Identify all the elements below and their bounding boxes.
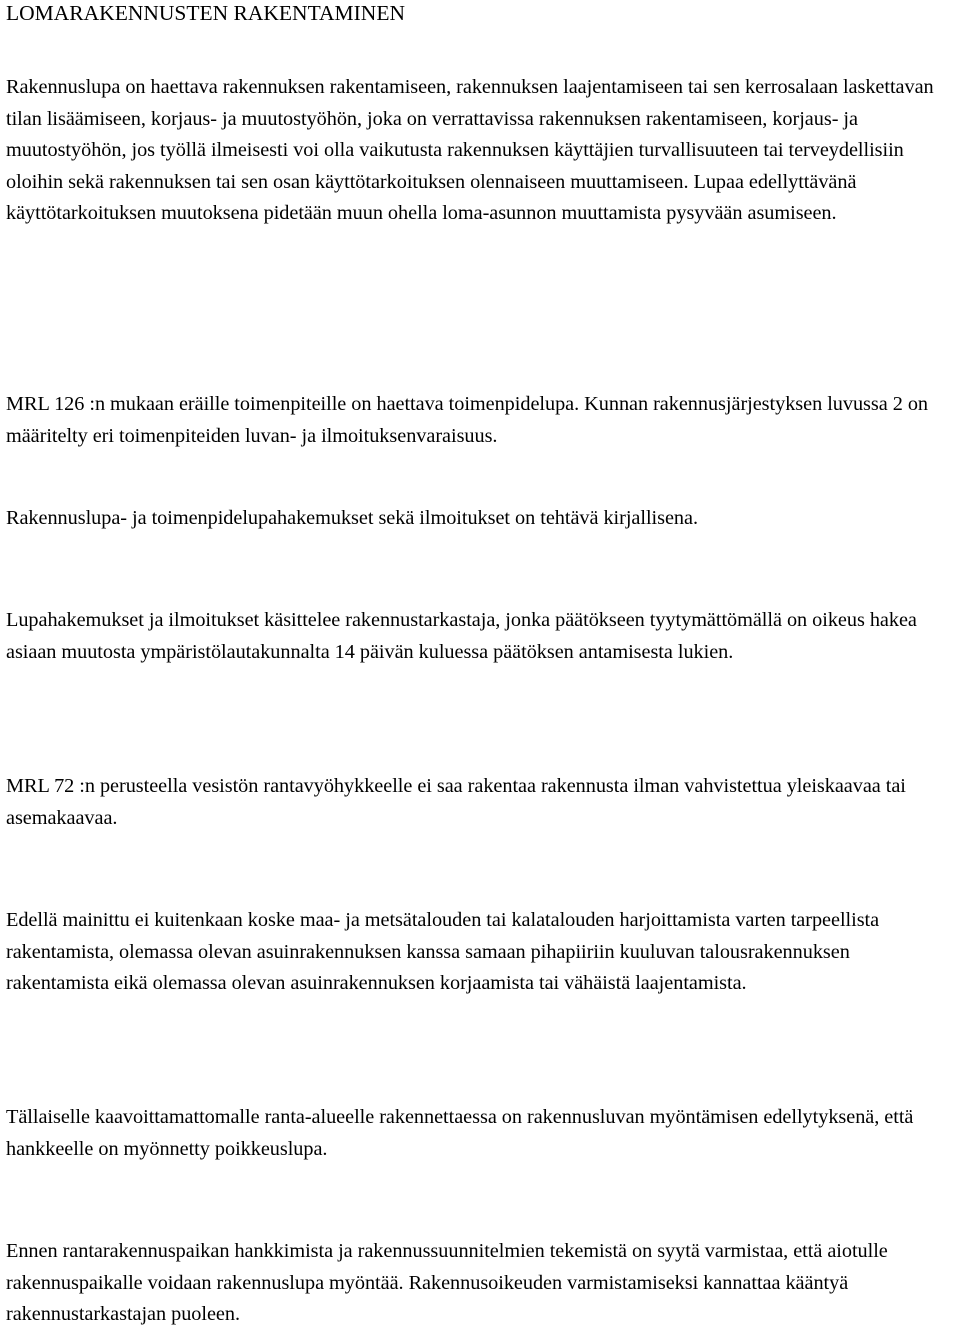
paragraph-exceptions: Edellä mainittu ei kuitenkaan koske maa- ja metsätalouden tai kalatalouden harjoittamista varten tarpeellista rakentamista, olemassa olevan asuinrakennuksen kanssa samaan pihapiiriin kuuluvan talousrakennuksen rakentamista eikä olemassa olevan asuinrakennuksen korjaamista tai vähäistä laajentamista.: [6, 909, 880, 995]
paragraph-building-permit: Rakennuslupa on haettava rakennuksen rakentamiseen, rakennuksen laajentamiseen tai sen kerrosalaan laskettavan tilan lisäämiseen, korjaus- ja muutostyöhön, joka on verrattavissa rakennuksen rakentamiseen, korjaus- ja muutostyöhön, jos työllä ilmeisesti voi olla vaikutusta rakennuksen käyttäjien turvallisuuteen tai terveydellisiin oloihin sekä rakennuksen tai sen osan käyttötarkoituksen olennaiseen muuttamiseen. Lupaa edellyttävänä käyttötarkoituksen muutoksena pidetään muun ohella loma-asunnon muuttamista pysyvään asumiseen.: [6, 76, 934, 225]
paragraph-exemption-permit: Tällaiselle kaavoittamattomalle ranta-alueelle rakennettaessa on rakennusluvan myöntämisen edellytyksenä, että hankkeelle on myönnetty poikkeuslupa.: [6, 1106, 914, 1160]
document-title: LOMARAKENNUSTEN RAKENTAMINEN: [6, 1, 405, 25]
paragraph-mrl-126: MRL 126 :n mukaan eräille toimenpiteille on haettava toimenpidelupa. Kunnan rakennusjärjestyksen luvussa 2 on määritelty eri toimenpiteiden luvan- ja ilmoituksenvaraisuus.: [6, 393, 929, 447]
paragraph-building-inspector: Lupahakemukset ja ilmoitukset käsittelee rakennustarkastaja, jonka päätökseen tyytymättömällä on oikeus hakea asiaan muutosta ympäristölautakunnalta 14 päivän kuluessa päätöksen antamisesta lukien.: [6, 609, 917, 663]
paragraph-written-applications: Rakennuslupa- ja toimenpidelupahakemukset sekä ilmoitukset on tehtävä kirjallisena.: [6, 507, 698, 529]
paragraph-mrl-72: MRL 72 :n perusteella vesistön rantavyöhykkeelle ei saa rakentaa rakennusta ilman vahvistettua yleiskaavaa tai asemakaavaa.: [6, 775, 906, 829]
paragraph-advice: Ennen rantarakennuspaikan hankkimista ja rakennussuunnitelmien tekemistä on syytä varmistaa, että aiotulle rakennuspaikalle voidaan rakennuslupa myöntää. Rakennusoikeuden varmistamiseksi kannattaa kääntyä rakennustarkastajan puoleen.: [6, 1240, 888, 1326]
